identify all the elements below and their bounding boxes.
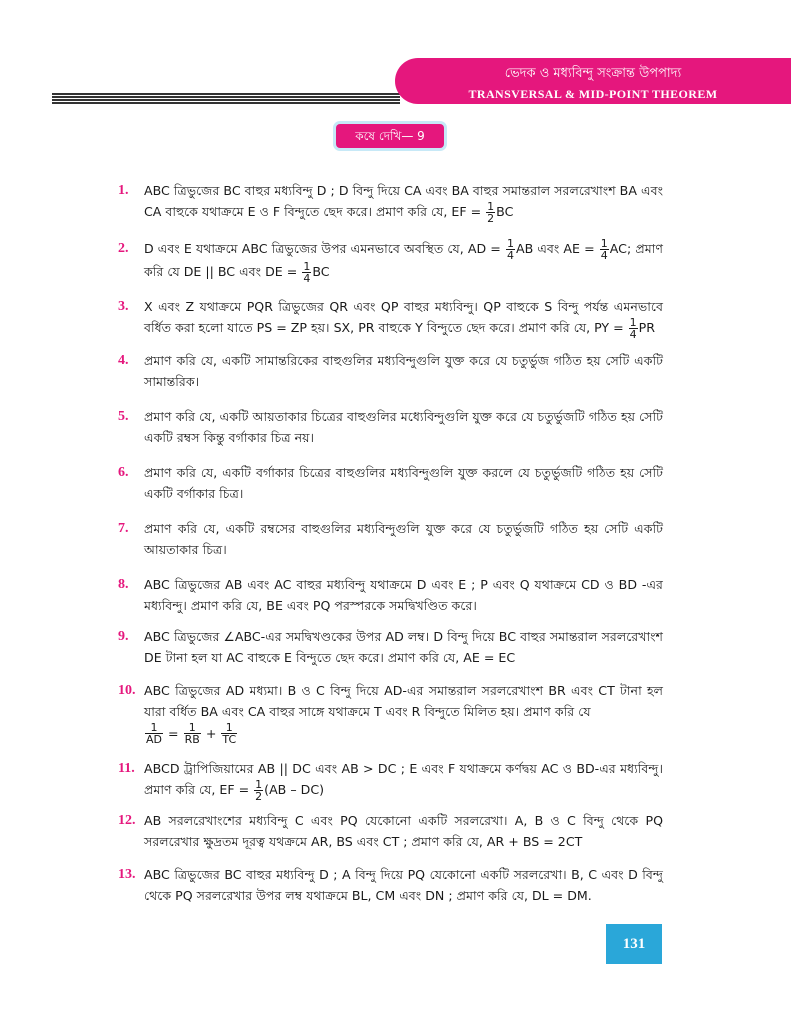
problem-1: 1. ABC ত্রিভুজের BC বাহুর মধ্যবিন্দু D ; D বিন্দু দিয়ে CA এবং BA বাহুর সমান্তরাল সরলরেখাংশ BA এবং CA বাহুকে যথাক্রমে E ও F বিন্দুতে ছেদ করে। প্রমাণ করি যে, EF = $\frac{1}{2}$ BC — [118, 183, 663, 225]
chapter-header — [395, 58, 791, 104]
problem-6: 6. প্রমাণ করি যে, একটি বর্গাকার চিত্রের বাহুগুলির মধ্যবিন্দুগুলি যুক্ত করলে যে চতুর্ভুজটি গঠিত হয় সেটি একটি বর্গাকার চিত্র। — [118, 465, 663, 501]
fraction: $\frac{1}{TC}$ — [222, 721, 237, 746]
chapter-title-english: TRANSVERSAL & MID-POINT THEOREM — [468, 87, 718, 101]
problem-10: 10. ABC ত্রিভুজের AD মধ্যমা। B ও C বিন্দু দিয়ে AD-এর সমান্তরাল সরলরেখাংশ BR এবং CT টানা হল যারা বর্ধিত BA এবং CA বাহুর সাঙ্গে যথাক্রমে T এবং R বিন্দুতে মিলিত হয়। প্রমাণ করি যে $\frac{1}{AD}$ = $\frac{1}{RB}$ + $\frac{1}{TC}$ — [118, 683, 663, 746]
exercise-label: কষে দেখি— 9 — [336, 124, 444, 148]
fraction: $\frac{1}{AD}$ — [146, 721, 162, 746]
problem-12: 12. AB সরলরেখাংশের মধ্যবিন্দু C এবং PQ যেকোনো একটি সরলরেখা। A, B ও C বিন্দু থেকে PQ সরলরেখার ক্ষুদ্রতম দূরত্ব যথক্রমে AR, BS এবং CT ; প্রমাণ করি যে, AR + BS = 2CT — [118, 813, 663, 849]
fraction: $\frac{1}{4}$ — [506, 237, 514, 262]
problem-11: 11. ABCD ট্রাপিজিয়ামের AB || DC এবং AB > DC ; E এবং F যথাক্রমে কর্ণদ্বয় AC ও BD-এর মধ্যবিন্দু। প্রমাণ করি যে, EF = $\frac{1}{2}$ (AB – DC) — [118, 761, 663, 803]
header-rule — [52, 93, 400, 105]
problem-2: 2. D এবং E যথাক্রমে ABC ত্রিভুজের উপর এমনভাবে অবস্থিত যে, AD = $\frac{1}{4}$ AB এবং AE = $\frac{1}{4}$ AC; প্রমাণ করি যে DE || BC এবং DE = $\frac{1}{4}$ BC — [118, 237, 663, 285]
chapter-title-bengali: ভেদক ও মধ্যবিন্দু সংক্রান্ত উপপাদ্য — [504, 66, 682, 81]
fraction: $\frac{1}{RB}$ — [184, 721, 200, 746]
fraction: $\frac{1}{4}$ — [303, 260, 311, 285]
problem-8: 8. ABC ত্রিভুজের AB এবং AC বাহুর মধ্যবিন্দু যথাক্রমে D এবং E ; P এবং Q যথাক্রমে CD ও BD -এর মধ্যবিন্দু। প্রমাণ করি যে, BE এবং PQ পরস্পরকে সমদ্বিখণ্ডিত করে। — [118, 577, 663, 613]
problem-3: 3. X এবং Z যথাক্রমে PQR ত্রিভুজের QR এবং QP বাহুর মধ্যবিন্দু। QP বাহুকে S বিন্দু পর্যন্ত এমনভাবে বর্ধিত করা হলো যাতে PS = ZP হয়। SX, PR বাহুকে Y বিন্দুতে ছেদ করে। প্রমাণ করি যে, PY = $\frac{1}{4}$ PR — [118, 299, 663, 341]
problem-5: 5. প্রমাণ করি যে, একটি আয়তাকার চিত্রের বাহুগুলির মধ্যেবিন্দুগুলি যুক্ত করে যে চতুর্ভুজটি গঠিত হয় সেটি একটি রম্বস কিন্তু বর্গাকার চিত্র নয়। — [118, 409, 663, 445]
fraction: $\frac{1}{4}$ — [629, 316, 637, 341]
problem-4: 4. প্রমাণ করি যে, একটি সামান্তরিকের বাহুগুলির মধ্যবিন্দুগুলি যুক্ত করে যে চতুর্ভুজ গঠিত হয় সেটি একটি সামান্তরিক। — [118, 353, 663, 389]
fraction: $\frac{1}{2}$ — [487, 200, 495, 225]
page-number: 131 — [606, 924, 662, 964]
fraction: $\frac{1}{2}$ — [255, 778, 263, 803]
problem-7: 7. প্রমাণ করি যে, একটি রম্বসের বাহুগুলির মধ্যবিন্দুগুলি যুক্ত করে যে চতুর্ভুজটি গঠিত হয় সেটি একটি আয়তাকার চিত্র। — [118, 521, 663, 557]
problem-13: 13. ABC ত্রিভুজের BC বাহুর মধ্যবিন্দু D ; A বিন্দু দিয়ে PQ যেকোনো একটি সরলরেখা। B, C এবং D বিন্দু থেকে PQ সরলরেখার উপর লম্ব যথাক্রমে BL, CM এবং DN ; প্রমাণ করি যে, DL = DM. — [118, 867, 663, 903]
problem-9: 9. ABC ত্রিভুজের ∠ABC-এর সমদ্বিখণ্ডকের উপর AD লম্ব। D বিন্দু দিয়ে BC বাহুর সমান্তরাল সরলরেখাংশ DE টানা হল যা AC বাহুকে E বিন্দুতে ছেদ করে। প্রমাণ করি যে, AE = EC — [118, 629, 663, 665]
fraction: $\frac{1}{4}$ — [600, 237, 608, 262]
